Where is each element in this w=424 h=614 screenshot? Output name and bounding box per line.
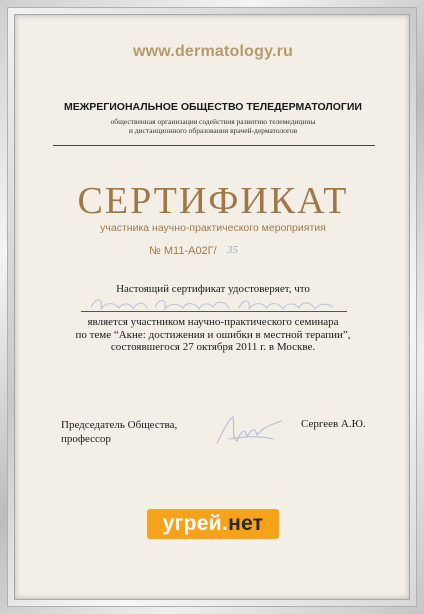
body-line1: является участником научно-практического семинара — [87, 316, 339, 328]
organization-name: МЕЖРЕГИОНАЛЬНОЕ ОБЩЕСТВО ТЕЛЕДЕРМАТОЛОГИИ — [64, 101, 362, 113]
certificate-paper — [14, 14, 410, 600]
body-line2: по теме “Акне: достижения и ошибки в местной терапии”, — [75, 328, 351, 341]
logo-text-net: нет — [228, 512, 264, 535]
body-line3: состоявшегося 27 октября 2011 г. в Москве. — [110, 341, 316, 353]
website-url: www.dermatology.ru — [132, 43, 294, 60]
organization-description-line1: общественная организация содействия развитию телемедицины — [110, 117, 316, 126]
certificate-body — [65, 316, 361, 354]
certificate-number-handwritten: 35 — [227, 244, 238, 256]
signatory-position: Председатель Общества, — [61, 419, 178, 431]
signatory-title — [61, 418, 177, 446]
logo-text-main: угрей. — [162, 512, 229, 535]
organization-description — [55, 117, 371, 135]
certificate-subtitle: участника научно-практического мероприятия — [100, 222, 326, 234]
certificate-title: СЕРТИФИКАТ — [77, 180, 349, 222]
name-underline — [81, 311, 347, 312]
certificate-intro: Настоящий сертификат удостоверяет, что — [116, 283, 310, 295]
ugrei-net-logo — [147, 509, 279, 539]
signatory-degree: профессор — [61, 433, 111, 445]
certificate-number: № М11-А02Г/ — [149, 245, 217, 257]
signatory-name: Сергеев А.Ю. — [301, 418, 366, 430]
header-divider — [53, 145, 375, 146]
organization-description-line2: и дистанционного образования врачей-дерматологов — [128, 126, 298, 135]
handwritten-name-image — [89, 295, 349, 315]
signature-image — [211, 413, 291, 449]
